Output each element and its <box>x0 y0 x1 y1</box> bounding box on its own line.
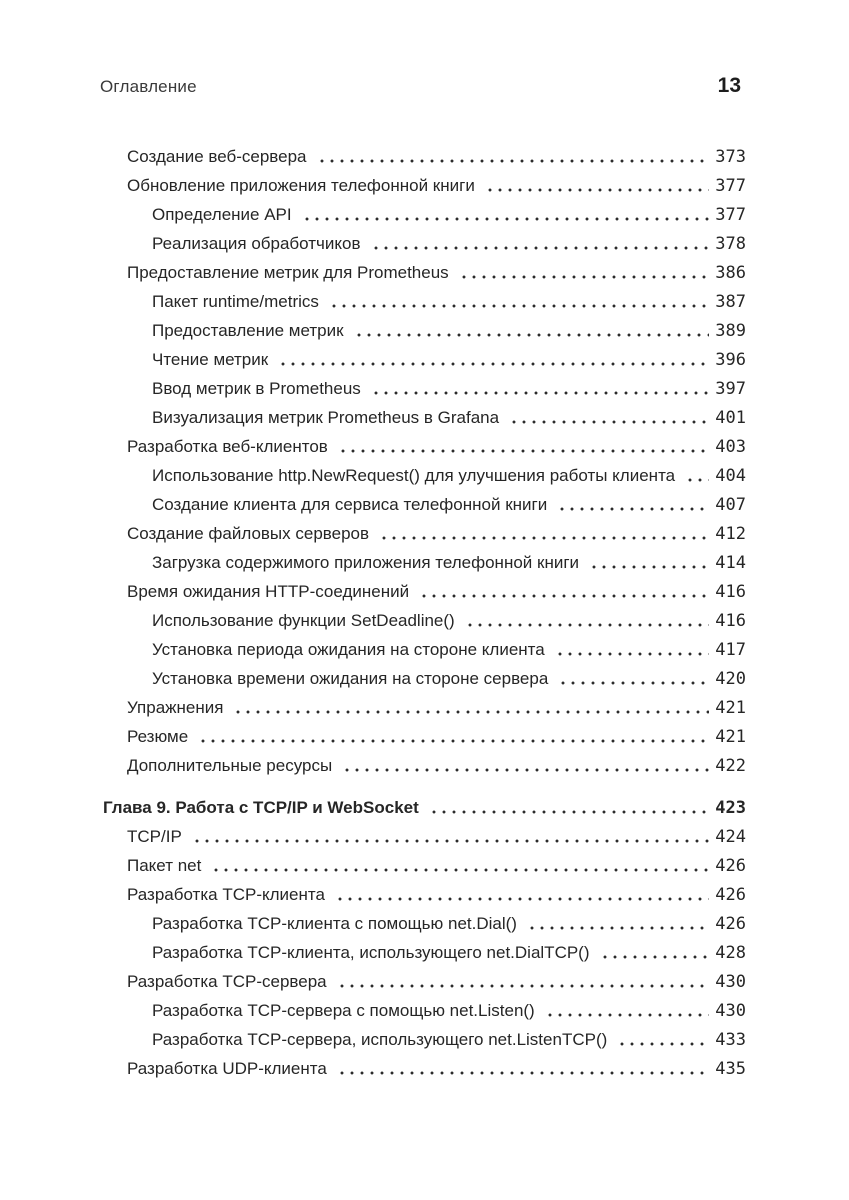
leader-dots <box>340 751 709 780</box>
leader-dots <box>335 1054 709 1083</box>
toc-entry-title: Реализация обработчиков <box>152 233 361 253</box>
toc-page-ref: 421 <box>715 726 746 747</box>
toc-entry-title: Определение API <box>152 204 292 224</box>
toc-entry <box>103 316 746 345</box>
toc-entry <box>103 200 746 229</box>
toc-entry <box>103 664 746 693</box>
leader-dots <box>683 461 709 490</box>
toc-page-ref: 389 <box>715 320 746 341</box>
toc-page-ref: 430 <box>715 971 746 992</box>
toc-entry-title: Пакет net <box>127 855 202 875</box>
toc-entry <box>103 880 746 909</box>
toc-page-ref: 426 <box>715 855 746 876</box>
toc-entry-title: Время ожидания HTTP-соединений <box>127 581 410 601</box>
toc-page-ref: 428 <box>715 942 746 963</box>
toc-page-ref: 433 <box>715 1029 746 1050</box>
leader-dots <box>556 664 709 693</box>
page-number: 13 <box>717 74 741 97</box>
toc-entry-title: Создание клиента для сервиса телефонной книги <box>152 494 548 514</box>
toc-entry <box>103 258 746 287</box>
toc-entry <box>103 722 746 751</box>
leader-dots <box>615 1025 709 1054</box>
toc-page-ref: 422 <box>715 755 746 776</box>
leader-dots <box>555 490 709 519</box>
toc-entry <box>103 822 746 851</box>
toc-page-ref: 435 <box>715 1058 746 1079</box>
leader-dots <box>457 258 709 287</box>
toc-entry <box>103 461 746 490</box>
toc-page-ref: 396 <box>715 349 746 370</box>
toc-entry <box>103 909 746 938</box>
toc-page-ref: 417 <box>715 639 746 660</box>
leader-dots <box>276 345 709 374</box>
leader-dots <box>315 142 709 171</box>
toc-entry-title: Предоставление метрик <box>152 320 344 340</box>
toc-page-ref: 387 <box>715 291 746 312</box>
toc-entry-title: Глава 9. Работа с TCP/IP и WebSocket <box>103 797 419 817</box>
toc-page-ref: 377 <box>715 204 746 225</box>
toc-entry-title: Чтение метрик <box>152 349 269 369</box>
toc-entry-title: Разработка TCP-клиента, использующего net.DialTCP() <box>152 942 590 962</box>
toc-page-ref: 416 <box>715 581 746 602</box>
toc-page-ref: 424 <box>715 826 746 847</box>
leader-dots <box>209 851 709 880</box>
toc-entry-title: Разработка TCP-сервера, использующего net.ListenTCP() <box>152 1029 608 1049</box>
toc-entry-title: Установка периода ожидания на стороне клиента <box>152 639 545 659</box>
toc-page-ref: 378 <box>715 233 746 254</box>
toc-page-ref: 421 <box>715 697 746 718</box>
toc-entry <box>103 751 746 780</box>
leader-dots <box>352 316 709 345</box>
toc-entry-title: Разработка TCP-клиента <box>127 884 325 904</box>
leader-dots <box>377 519 709 548</box>
leader-dots <box>483 171 709 200</box>
toc-entry-title: Загрузка содержимого приложения телефонной книги <box>152 552 580 572</box>
leader-dots <box>598 938 709 967</box>
toc-page-ref: 416 <box>715 610 746 631</box>
toc-entry <box>103 851 746 880</box>
leader-dots <box>327 287 709 316</box>
leader-dots <box>587 548 709 577</box>
toc-entry <box>103 345 746 374</box>
leader-dots <box>543 996 709 1025</box>
toc-entry-title: Дополнительные ресурсы <box>127 755 333 775</box>
running-title: Оглавление <box>100 77 197 96</box>
toc-entry <box>103 229 746 258</box>
leader-dots <box>463 606 709 635</box>
toc-entry-title: Создание веб-сервера <box>127 146 307 166</box>
toc-entry <box>103 403 746 432</box>
leader-dots <box>427 793 709 822</box>
toc-entry <box>103 793 746 822</box>
leader-dots <box>300 200 709 229</box>
toc-entry-title: Предоставление метрик для Prometheus <box>127 262 449 282</box>
toc-entry <box>103 693 746 722</box>
toc-page-ref: 414 <box>715 552 746 573</box>
toc-entry-title: Пакет runtime/metrics <box>152 291 319 311</box>
leader-dots <box>190 822 709 851</box>
toc-page-ref: 420 <box>715 668 746 689</box>
toc-entry <box>103 548 746 577</box>
leader-dots <box>525 909 709 938</box>
leader-dots <box>553 635 709 664</box>
toc-entry-title: Разработка TCP-клиента с помощью net.Dial() <box>152 913 517 933</box>
toc-entry <box>103 432 746 461</box>
toc-entry <box>103 577 746 606</box>
leader-dots <box>333 880 709 909</box>
toc-page-ref: 373 <box>715 146 746 167</box>
toc-entry-title: Установка времени ожидания на стороне сервера <box>152 668 549 688</box>
leader-dots <box>369 229 710 258</box>
toc-page-ref: 377 <box>715 175 746 196</box>
leader-dots <box>335 967 709 996</box>
toc-entry-title: Использование функции SetDeadline() <box>152 610 455 630</box>
toc-page-ref: 423 <box>715 797 746 818</box>
toc-page-ref: 407 <box>715 494 746 515</box>
toc-page-ref: 412 <box>715 523 746 544</box>
toc-page-ref: 426 <box>715 913 746 934</box>
leader-dots <box>369 374 709 403</box>
toc-entry <box>103 1025 746 1054</box>
toc-list <box>103 142 746 1083</box>
toc-entry <box>103 142 746 171</box>
toc-entry <box>103 287 746 316</box>
toc-entry-title: Использование http.NewRequest() для улучшения работы клиента <box>152 465 676 485</box>
leader-dots <box>231 693 709 722</box>
leader-dots <box>336 432 709 461</box>
toc-page-ref: 401 <box>715 407 746 428</box>
page-header <box>100 74 741 98</box>
toc-entry-title: Разработка веб-клиентов <box>127 436 328 456</box>
toc-entry <box>103 374 746 403</box>
toc-entry-title: Обновление приложения телефонной книги <box>127 175 475 195</box>
toc-entry-title: Упражнения <box>127 697 224 717</box>
leader-dots <box>196 722 709 751</box>
toc-entry-title: Создание файловых серверов <box>127 523 370 543</box>
toc-page-ref: 404 <box>715 465 746 486</box>
toc-page-ref: 430 <box>715 1000 746 1021</box>
toc-entry-title: Разработка UDP-клиента <box>127 1058 327 1078</box>
toc-entry <box>103 938 746 967</box>
toc-page-ref: 403 <box>715 436 746 457</box>
toc-page-ref: 386 <box>715 262 746 283</box>
toc-entry-title: Ввод метрик в Prometheus <box>152 378 361 398</box>
toc-entry <box>103 996 746 1025</box>
leader-dots <box>417 577 709 606</box>
toc-page-ref: 426 <box>715 884 746 905</box>
toc-entry <box>103 171 746 200</box>
toc-page-ref: 397 <box>715 378 746 399</box>
toc-entry-title: Разработка TCP-сервера с помощью net.Listen() <box>152 1000 535 1020</box>
toc-entry-title: TCP/IP <box>127 826 182 846</box>
toc-entry <box>103 606 746 635</box>
toc-entry-title: Визуализация метрик Prometheus в Grafana <box>152 407 500 427</box>
toc-entry <box>103 1054 746 1083</box>
leader-dots <box>507 403 709 432</box>
toc-entry-title: Разработка TCP-сервера <box>127 971 327 991</box>
toc-entry-title: Резюме <box>127 726 189 746</box>
toc-entry <box>103 490 746 519</box>
toc-entry <box>103 635 746 664</box>
toc-entry <box>103 519 746 548</box>
toc-entry <box>103 967 746 996</box>
